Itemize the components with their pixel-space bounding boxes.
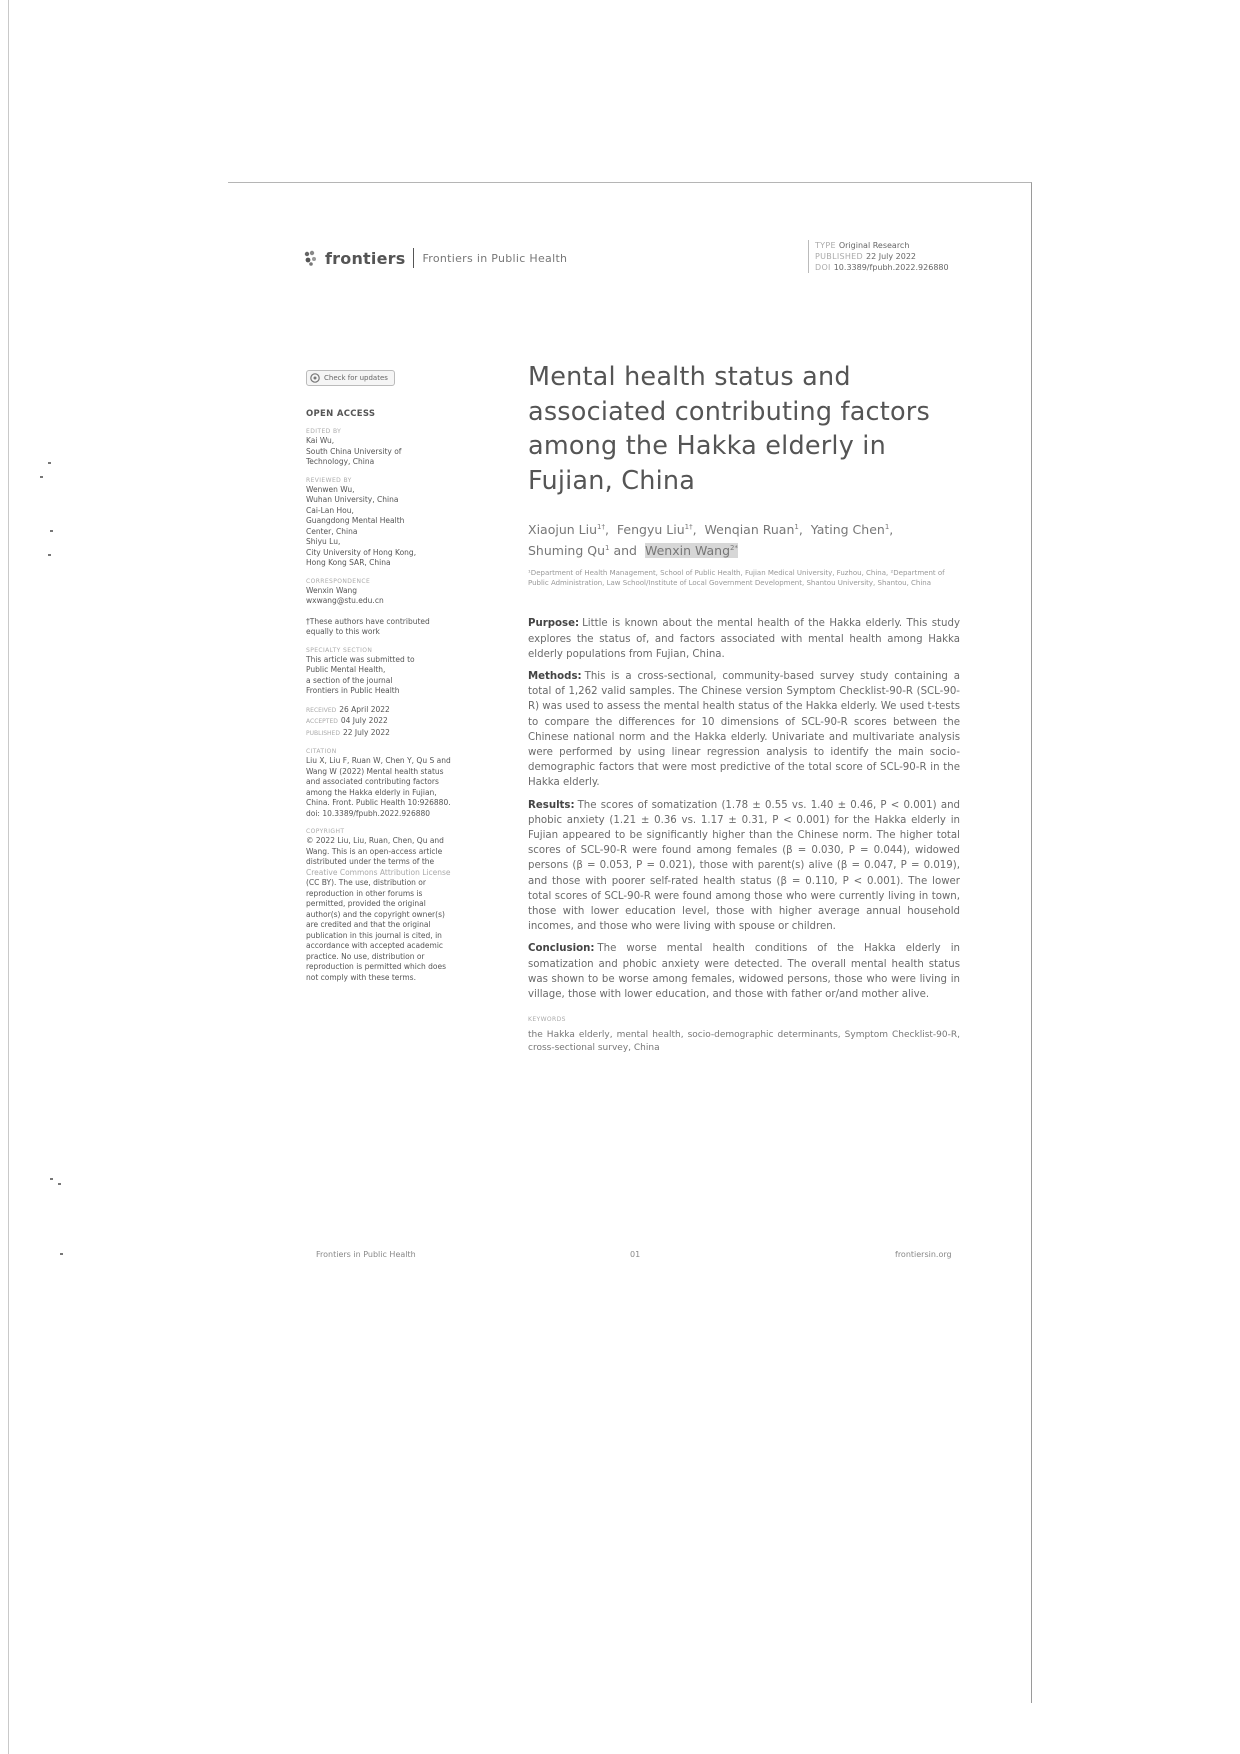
correspondence-email-link[interactable]: wxwang@stu.edu.cn (306, 596, 384, 605)
scan-speck (50, 1178, 53, 1180)
meta-published: PUBLISHED 22 July 2022 (815, 252, 917, 261)
author-list: Xiaojun Liu$^{1\dagger}$, Fengyu Liu$^{1\dagger}$, Wenqian Ruan$^1$, Yating Chen$^1$, Shuming Qu$^1$ and Wenxin Wang$^{2*}$ (528, 522, 894, 559)
affiliations: ¹Department of Health Management, School of Public Health, Fujian Medical University, Fuzhou, China, ²Department of Public Administration, Law School/Institute of Local Government Development, Shantou University, Shantou, China (528, 569, 945, 588)
brand-name: frontiers (325, 248, 406, 268)
scan-speck (48, 462, 51, 464)
open-access-label: OPEN ACCESS (306, 409, 376, 419)
journal-header (303, 248, 567, 268)
footer-site-link[interactable]: frontiersin.org (895, 1250, 952, 1259)
abstract-results: Results: The scores of somatization (1.78 ± 0.55 vs. 1.40 ± 0.46, P < 0.001) and phobic anxiety (1.21 ± 0.36 vs. 1.17 ± 0.31, P < 0.001) for the Hakka elderly in Fujian appeared to be significantly higher than the Chinese norm. The higher total scores of SCL-90-R were found among females (β = 0.030, P = 0.044), widowed persons (β = 0.053, P = 0.021), those with parent(s) alive (β = 0.047, P = 0.019), and those with poorer self-rated health status (β = 0.110, P < 0.001). The lower total scores of SCL-90-R were found among those who were currently living in town, those with lower education level, those with higher average annual household incomes, and those who were living with spouse or children. (528, 799, 960, 933)
scan-speck (50, 530, 53, 532)
corresponding-author-name[interactable]: Wenxin Wang$^{2*}$ (644, 543, 739, 559)
keywords: the Hakka elderly, mental health, socio-demographic determinants, Symptom Checklist-90-R, cross-sectional survey, China (528, 1030, 960, 1054)
scan-speck (58, 1183, 61, 1185)
article-sidebar (306, 368, 462, 983)
article-dates: RECEIVED 26 April 2022 ACCEPTED 04 July 2022 PUBLISHED 22 July 2022 (306, 704, 390, 737)
reviewed-by-section: REVIEWED BY Wenwen Wu, Wuhan University, China Cai-Lan Hou, Guangdong Mental Health Center, China Shiyu Lu, City University of Hong Kong, Hong Kong SAR, China (306, 476, 417, 567)
refresh-icon (310, 373, 320, 383)
equal-contribution-note: †These authors have contributed equally to this work (306, 616, 430, 636)
author-name[interactable]: Wenqian Ruan$^1$ (704, 522, 799, 538)
abstract-conclusion: Conclusion: The worse mental health conditions of the Hakka elderly in somatization and phobic anxiety were detected. The overall mental health status was shown to be worse among females, widowed persons, those who were living in village, those with lower education, and those with father or/and mother alive. (528, 943, 960, 1000)
edited-by-section: EDITED BY Kai Wu, South China University of Technology, China (306, 428, 402, 466)
scan-speck (48, 554, 51, 556)
meta-type: TYPE Original Research (815, 241, 910, 250)
footer-journal: Frontiers in Public Health (316, 1250, 416, 1259)
abstract (528, 616, 960, 1002)
scan-speck (40, 476, 43, 478)
header-divider (413, 248, 414, 268)
scan-edge-line (8, 0, 9, 1754)
citation-section: CITATION Liu X, Liu F, Ruan W, Chen Y, Qu S and Wang W (2022) Mental health status and associated contributing factors among the Hakka elderly in Fujian, China. Front. Public Health 10:926880. doi: 10.3389/fpubh.2022.926880 (306, 748, 451, 818)
page-number: 01 (630, 1250, 641, 1259)
correspondence-section: CORRESPONDENCE Wenxin Wang wxwang@stu.edu.cn (306, 578, 462, 607)
keywords-label: KEYWORDS (528, 1016, 566, 1024)
author-name[interactable]: Shuming Qu$^1$ (528, 543, 610, 559)
frontiers-logo-icon (303, 249, 321, 267)
journal-name: Frontiers in Public Health (422, 251, 568, 265)
article-meta (808, 240, 949, 273)
check-updates-button[interactable]: Check for updates (306, 370, 395, 386)
abstract-methods: Methods: This is a cross-sectional, community-based survey study containing a total of 1,262 valid samples. The Chinese version Symptom Checklist-90-R (SCL-90-R) was used to assess the mental health status of the Hakka elderly. We used t-tests to compare the differences for 10 dimensions of SCL-90-R scores between the Chinese national norm and the Hakka elderly. Univariate and multivariate analysis were performed by using linear regression analysis to identify the main socio-demographic factors that were most predictive of the total score of SCL-90-R in the Hakka elderly. (528, 670, 960, 789)
abstract-purpose: Purpose: Little is known about the mental health of the Hakka elderly. This study explores the status of, and factors associated with mental health among Hakka elderly populations from Fujian, China. (528, 618, 960, 660)
copyright-section: COPYRIGHT © 2022 Liu, Liu, Ruan, Chen, Qu and Wang. This is an open-access article distributed under the terms of the Creative Commons Attribution License (CC BY). The use, distribution or reproduction in other forums is permitted, provided the original author(s) and the copyright owner(s) are credited and that the original publication in this journal is cited, in accordance with accepted academic practice. No use, distribution or reproduction is permitted which does not comply with these terms. (306, 828, 462, 983)
article-main (528, 360, 960, 1055)
meta-doi[interactable]: DOI 10.3389/fpubh.2022.926880 (815, 263, 949, 272)
correspondence-name: Wenxin Wang (306, 585, 358, 595)
cc-license-link[interactable]: Creative Commons Attribution License (306, 867, 451, 877)
article-title: Mental health status and associated contributing factors among the Hakka elderly in Fujian, China (528, 362, 930, 496)
specialty-section: SPECIALTY SECTION This article was submitted to Public Mental Health, a section of the journal Frontiers in Public Health (306, 646, 415, 695)
author-name[interactable]: Fengyu Liu$^{1\dagger}$ (616, 522, 693, 538)
author-name[interactable]: Yating Chen$^1$ (810, 522, 890, 538)
scan-speck (60, 1253, 63, 1255)
author-name[interactable]: Xiaojun Liu$^{1\dagger}$ (528, 522, 605, 538)
